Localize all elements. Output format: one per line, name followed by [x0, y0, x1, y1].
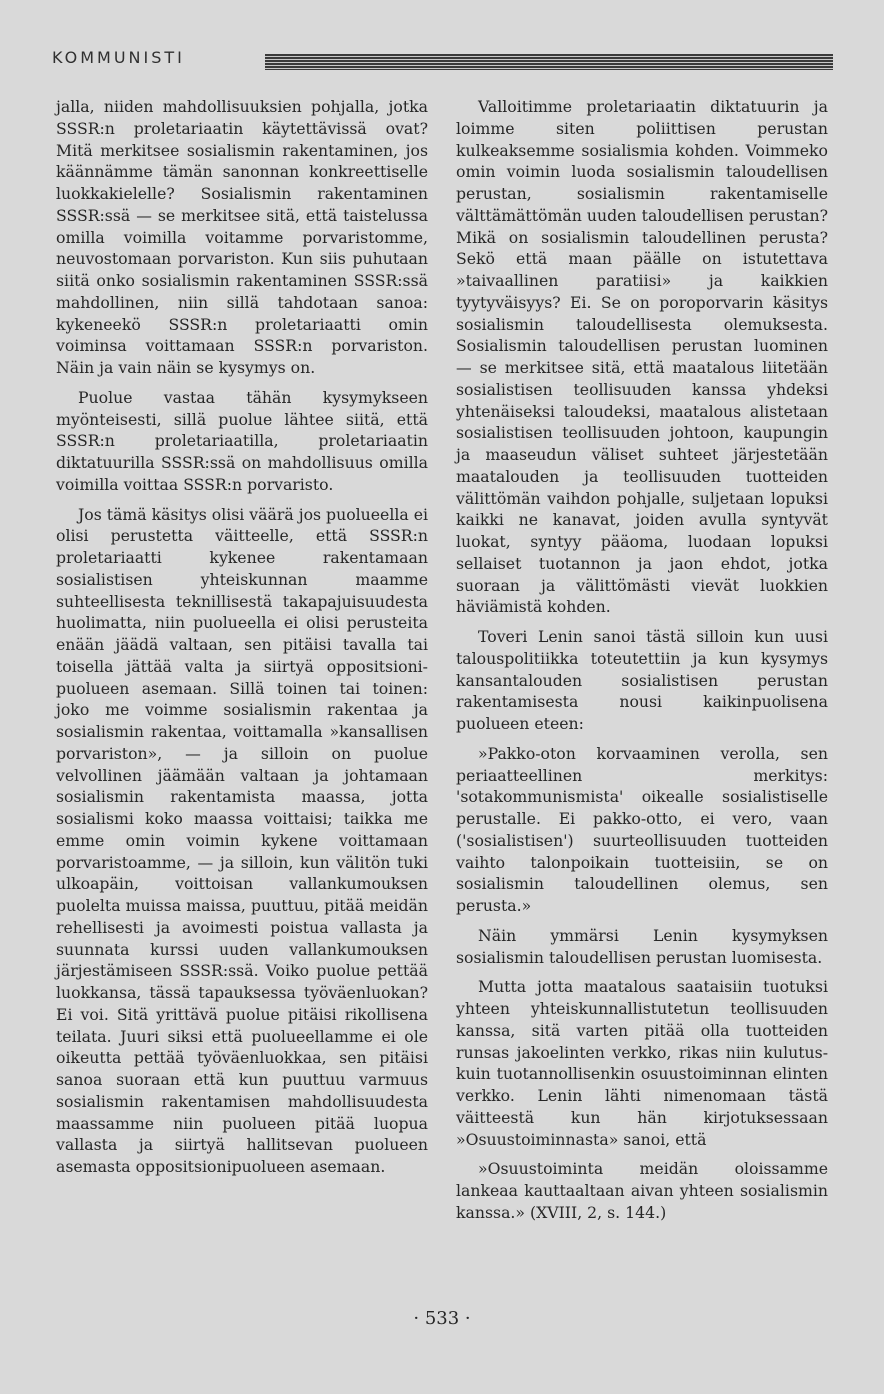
paragraph: jalla, niiden mahdollisuuksien pohjalla, jotka SSSR:n proletariaatin käytettävissä ovat? Mitä merkitsee sosialismin rakentaminen, jos käännämme tämän sanonnan konkreettiselle luokkakielelle? Sosialismin rakentaminen SSSR:ssä — se merkitsee sitä, että taistelussa omilla voimilla voitamme porvaristomme, neuvostomaan porvariston. Kun siis puhutaan siitä onko sosialismin rakentaminen SSSR:ssä mahdollinen, niin sillä tahdotaan sanoa: kykeneekö SSSR:n proletariaatti omin voiminsa voittamaan SSSR:n porvariston. Näin ja vain näin se kysymys on.: [56, 97, 428, 377]
paragraph: Puolue vastaa tähän kysymykseen myönteisesti, sillä puolue lähtee siitä, että SSSR:n proletariaatilla, proletariaatin diktatuurilla SSSR:ssä on mahdollisuus omilla voimilla voittaa SSSR:n porvaristo.: [56, 387, 428, 494]
running-header: [52, 46, 832, 76]
header-rule: [265, 54, 833, 70]
paragraph: Jos tämä käsitys olisi väärä jos puolueella ei olisi perustetta väitteelle, että SSSR:n proletariaatti kykenee rakentamaan sosialistisen yhteiskunnan maamme suhteellisesta teknillisestä takapajuisuudesta huolimatta, niin puolueella ei olisi perusteita enään jäädä valtaan, sen pitäisi tavalla tai toisella jättää valta ja siirtyä oppositsioni-puolueen asemaan. Sillä toinen tai toinen: joko me voimme sosialismin rakentaa ja sosialismin rakentaa, voittamalla »kansallisen porvariston», — ja silloin on puolue velvollinen jäämään valtaan ja johtamaan sosialismin rakentamista maassa, jotta sosialismi koko maassa voittaisi; taikka me emme omin voimin kykene voittamaan porvaristoamme, — ja silloin, kun välitön tuki ulkoapäin, voittoisan vallankumouksen puolelta muissa maissa, puuttuu, pitää meidän rehellisesti ja avoimesti poistua vallasta ja suunnata kurssi uuden vallankumouksen järjestämiseen SSSR:ssä. Voiko puolue pettää luokkansa, tässä tapauksessa työväenluokan? Ei voi. Sitä yrittävä puolue pitäisi rikollisena teilata. Juuri siksi että puolueellamme ei ole oikeutta pettää työväenluokkaa, sen pitäisi sanoa suoraan että kun puuttuu varmuus sosialismin rakentamisen mahdollisuudesta maassamme niin puolueen pitää luopua vallasta ja siirtyä hallitsevan puolueen asemasta oppositsionipuolueen asemaan.: [56, 504, 429, 1176]
page-number: · 533 ·: [413, 1308, 471, 1329]
quote-paragraph: »Pakko-oton korvaaminen verolla, sen periaatteellinen merkitys: 'sotakommunismista' oikealle sosialistiselle perustalle. Ei pakko-otto, ei vero, vaan ('sosialistisen') suurteollisuuden tuotteiden vaihto talonpoikain tuotteisiin, se on sosialismin taloudellinen olemus, sen perusta.»: [456, 743, 828, 915]
journal-title: KOMMUNISTI: [52, 48, 185, 67]
paragraph: Mutta jotta maatalous saataisiin tuotuksi yhteen yhteiskunnallistutetun teollisuuden kanssa, sitä varten pitää olla tuotteiden runsas jakoelinten verkko, rikas niin kulutus- kuin tuotannollisenkin osuustoiminnan elinten verkko. Lenin lähti nimenomaan tästä väitteestä kun hän kirjotuksessaan »Osuustoiminnasta» sanoi, että: [456, 977, 828, 1149]
left-column: [56, 96, 428, 1186]
quote-paragraph: »Osuustoiminta meidän oloissamme lankeaa kauttaaltaan aivan yhteen sosialismin kanssa.» (XVIII, 2, s. 144.): [456, 1159, 828, 1222]
right-column: [456, 96, 828, 1232]
paragraph: Näin ymmärsi Lenin kysymyksen sosialismin taloudellisen perustan luomisesta.: [456, 925, 828, 967]
paragraph: Toveri Lenin sanoi tästä silloin kun uusi talouspolitiikka toteutettiin ja kun kysymys kansantalouden sosialistisen perustan rakentamisesta nousi kaikinpuolisena puolueen eteen:: [456, 627, 828, 733]
paragraph: Valloitimme proletariaatin diktatuurin ja loimme siten poliittisen perustan kulkeaksemme sosialismia kohden. Voimmeko omin voimin luoda sosialismin taloudellisen perustan, sosialismin rakentamiselle välttämättömän uuden taloudellisen perustan? Mikä on sosialismin taloudellinen perusta? Sekö että maan päälle on istutettava »taivaallinen paratiisi» ja kaikkien tyytyväisyys? Ei. Se on poroporvarin käsitys sosialismin taloudellisesta olemuksesta. Sosialismin taloudellisen perustan luominen — se merkitsee sitä, että maatalous liitetään sosialistisen teollisuuden kanssa yhdeksi yhtenäiseksi taloudeksi, maatalous alistetaan sosialistisen teollisuuden johtoon, kaupungin ja maaseudun väliset suhteet järjestetään maatalouden ja teollisuuden tuotteiden välittömän vaihdon pohjalle, suljetaan lopuksi kaikki ne kanavat, joiden avulla syntyvät luokat, syntyy pääoma, luodaan lopuksi sellaiset tuotannon ja jaon ehdot, jotka suoraan ja välittömästi vievät luokkien häviämistä kohden.: [456, 97, 828, 617]
